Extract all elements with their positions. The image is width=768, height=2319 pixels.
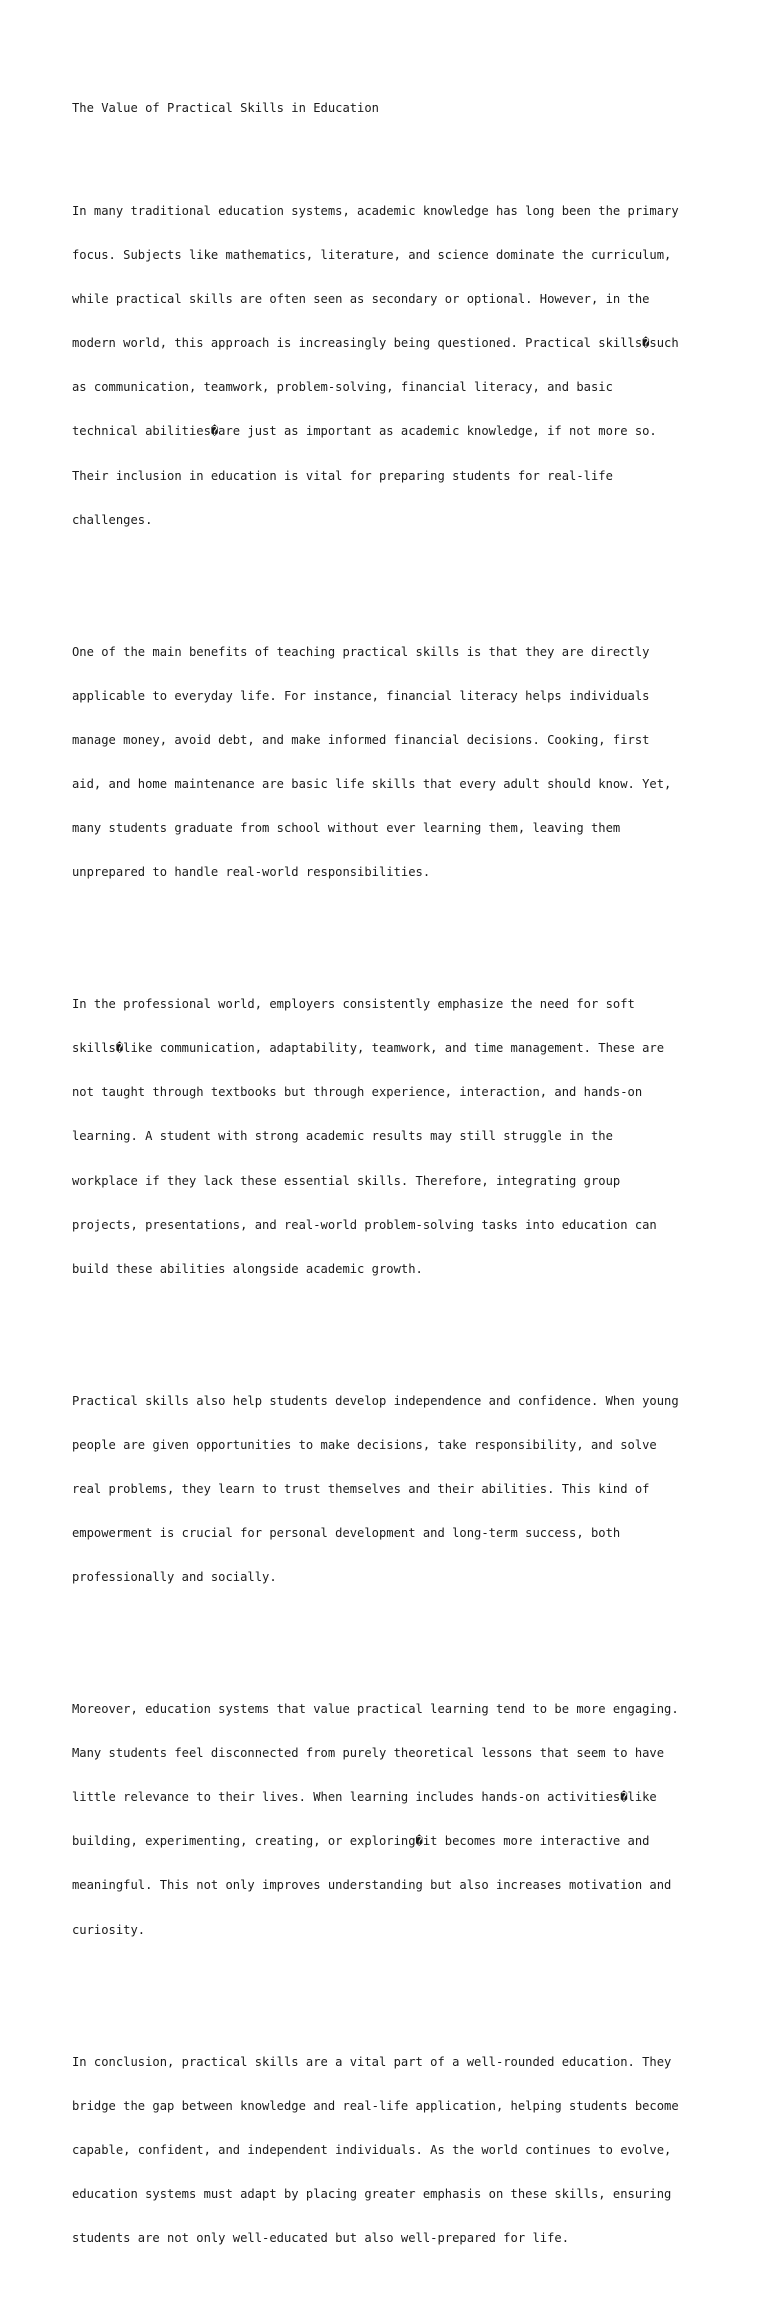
paragraph-line: focus. Subjects like mathematics, literature, and science dominate the curriculum, xyxy=(72,248,672,263)
paragraph-line: Their inclusion in education is vital for preparing students for real-life xyxy=(72,468,613,483)
document-body xyxy=(72,72,712,2319)
paragraph-1 xyxy=(72,175,712,557)
paragraph-line: Practical skills also help students develop independence and confidence. When young xyxy=(72,1393,679,1408)
paragraph-line: education systems must adapt by placing greater emphasis on these skills, ensuring xyxy=(72,2186,672,2201)
paragraph-line: many students graduate from school without ever learning them, leaving them xyxy=(72,821,621,836)
paragraph-line: students are not only well-educated but also well-prepared for life. xyxy=(72,2230,570,2245)
paragraph-line: empowerment is crucial for personal development and long-term success, both xyxy=(72,1526,621,1540)
paragraph-line: skills�like communication, adaptability, teamwork, and time management. These are xyxy=(72,1041,665,1056)
paragraph-line: not taught through textbooks but through experience, interaction, and hands-on xyxy=(72,1085,643,1100)
paragraph-line: Moreover, education systems that value practical learning tend to be more engaging. xyxy=(72,1702,679,1717)
paragraph-6 xyxy=(72,2025,712,2275)
paragraph-line: as communication, teamwork, problem-solving, financial literacy, and basic xyxy=(72,380,613,395)
paragraph-line: people are given opportunities to make decisions, take responsibility, and solve xyxy=(72,1437,657,1452)
paragraph-line: bridge the gap between knowledge and real-life application, helping students become xyxy=(72,2098,679,2113)
paragraph-line: modern world, this approach is increasingly being questioned. Practical skills�such xyxy=(72,336,679,351)
paragraph-2 xyxy=(72,615,712,909)
paragraph-line: In many traditional education systems, academic knowledge has long been the primary xyxy=(72,204,679,219)
paragraph-line: In the professional world, employers consistently emphasize the need for soft xyxy=(72,997,635,1012)
paragraph-line: workplace if they lack these essential skills. Therefore, integrating group xyxy=(72,1173,621,1188)
paragraph-line: challenges. xyxy=(72,512,153,527)
paragraph-line: capable, confident, and independent individuals. As the world continues to evolve, xyxy=(72,2142,672,2157)
paragraph-line: real problems, they learn to trust themselves and their abilities. This kind of xyxy=(72,1481,650,1496)
paragraph-line: little relevance to their lives. When learning includes hands-on activities�like xyxy=(72,1790,657,1805)
paragraph-line: unprepared to handle real-world responsibilities. xyxy=(72,865,431,880)
paragraph-line: meaningful. This not only improves understanding but also increases motivation and xyxy=(72,1878,672,1893)
document-title: The Value of Practical Skills in Education xyxy=(72,101,379,116)
paragraph-4 xyxy=(72,1364,712,1614)
paragraph-line: building, experimenting, creating, or exploring�it becomes more interactive and xyxy=(72,1834,650,1849)
paragraph-line: technical abilities�are just as important as academic knowledge, if not more so. xyxy=(72,424,657,439)
paragraph-line: learning. A student with strong academic results may still struggle in the xyxy=(72,1129,613,1144)
paragraph-line: manage money, avoid debt, and make informed financial decisions. Cooking, first xyxy=(72,732,650,747)
paragraph-line: build these abilities alongside academic growth. xyxy=(72,1261,423,1276)
paragraph-line: while practical skills are often seen as secondary or optional. However, in the xyxy=(72,292,650,307)
paragraph-line: projects, presentations, and real-world problem-solving tasks into education can xyxy=(72,1217,657,1232)
paragraph-line: applicable to everyday life. For instance, financial literacy helps individuals xyxy=(72,688,650,703)
paragraph-line: Many students feel disconnected from purely theoretical lessons that seem to have xyxy=(72,1746,665,1761)
paragraph-3 xyxy=(72,968,712,1306)
paragraph-5 xyxy=(72,1673,712,1967)
paragraph-line: One of the main benefits of teaching practical skills is that they are directly xyxy=(72,644,650,659)
paragraph-line: professionally and socially. xyxy=(72,1570,277,1585)
paragraph-line: aid, and home maintenance are basic life skills that every adult should know. Yet, xyxy=(72,776,672,791)
paragraph-line: In conclusion, practical skills are a vital part of a well-rounded education. They xyxy=(72,2054,672,2069)
paragraph-line: curiosity. xyxy=(72,1922,146,1937)
